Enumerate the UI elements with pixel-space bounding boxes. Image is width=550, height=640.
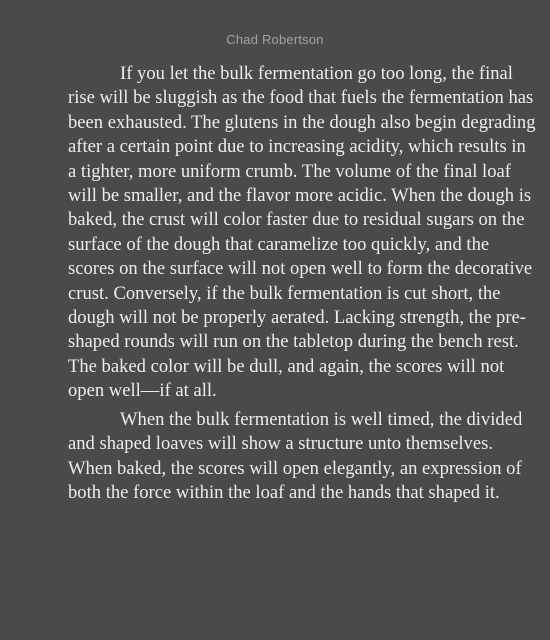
running-header-author: Chad Robertson [226, 32, 324, 47]
paragraph: If you let the bulk fermentation go too long, the final rise will be sluggish as the food that fuels the fermentation has been exhausted. The glutens in the dough also begin degrading after a certain point due to increasing acidity, which results in a tighter, more uniform crumb. The volume of the final loaf will be smaller, and the flavor more acidic. When the dough is baked, the crust will color faster due to residual sugars on the surface of the dough that caramelize too quickly, and the scores on the surface will not open well to form the decorative crust. Conversely, if the bulk fermentation is cut short, the dough will not be properly aerated. Lacking strength, the pre-shaped rounds will run on the tabletop during the bench rest. The baked color will be dull, and again, the scores will not open well—if at all. [68, 63, 536, 402]
page-body-text [68, 62, 538, 509]
paragraph: When the bulk fermentation is well timed, the divided and shaped loaves will show a structure unto themselves. When baked, the scores will open elegantly, an expression of both the force within the loaf and the hands that shaped it. [68, 408, 523, 503]
